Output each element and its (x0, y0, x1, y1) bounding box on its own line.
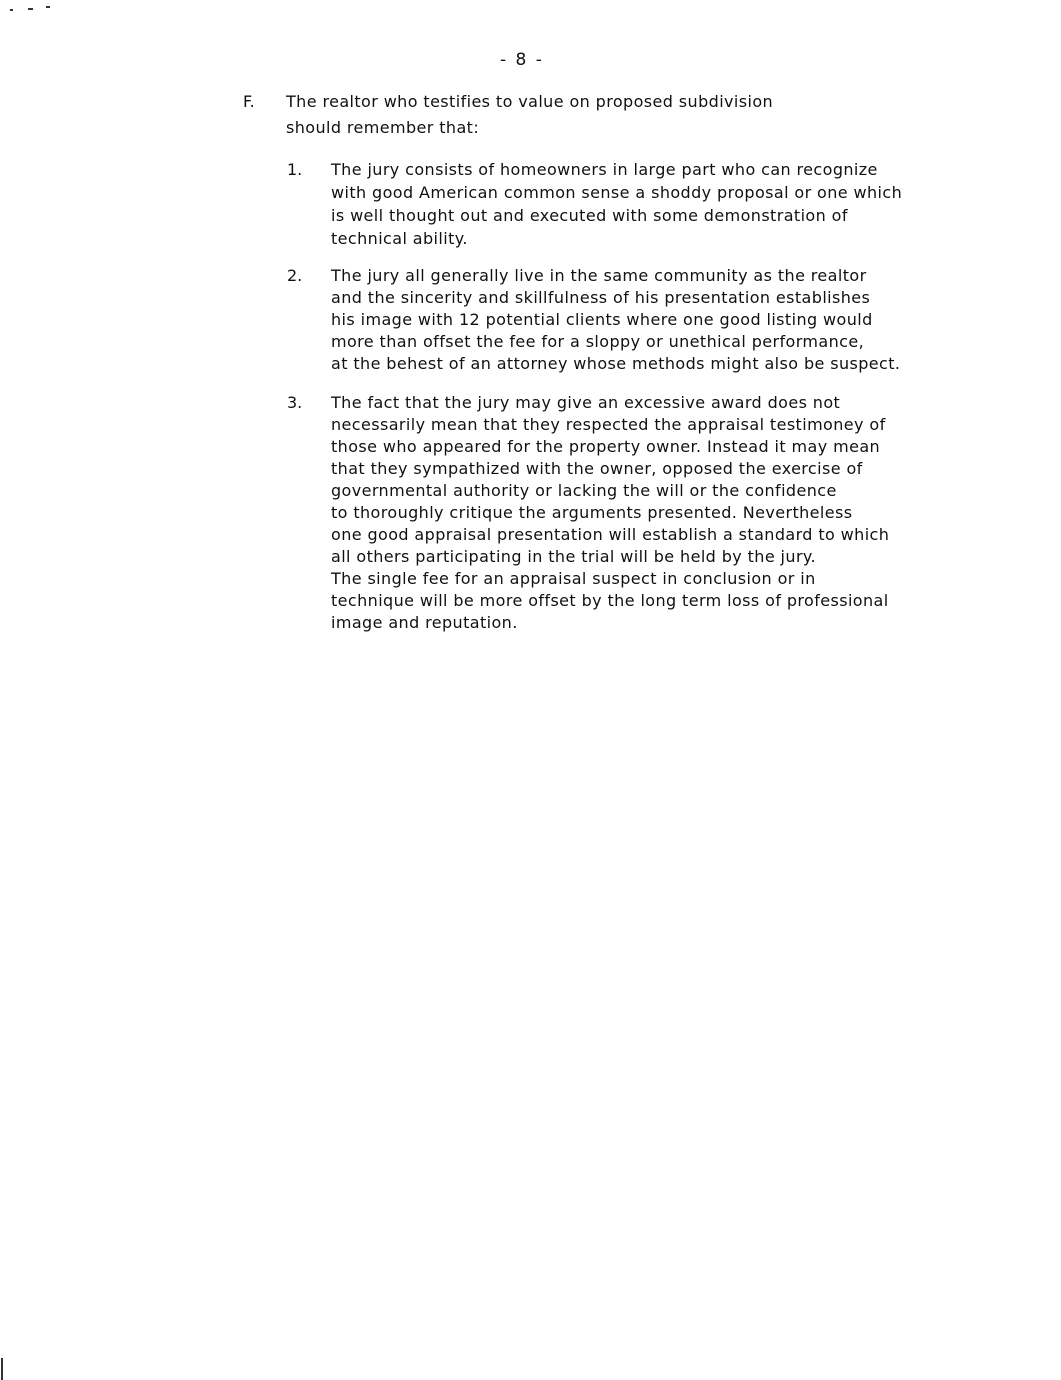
section-text-line: The realtor who testifies to value on proposed subdivision (286, 92, 774, 111)
item-text-line: that they sympathized with the owner, opposed the exercise of (331, 459, 863, 478)
scan-speck (28, 8, 33, 10)
item-text-line: necessarily mean that they respected the appraisal testimoney of (331, 415, 886, 434)
item-text-line: one good appraisal presentation will establish a standard to which (331, 525, 890, 544)
item-text-line: his image with 12 potential clients where one good listing would (331, 310, 873, 329)
item-number: 2. (287, 266, 303, 285)
item-number: 3. (287, 393, 303, 412)
item-text-line: with good American common sense a shoddy proposal or one which (331, 183, 903, 202)
item-text-line: The jury consists of homeowners in large part who can recognize (331, 160, 878, 179)
scan-edge-mark (1, 1358, 3, 1380)
section-text-line: should remember that: (286, 118, 480, 137)
scan-speck (46, 6, 50, 8)
section-label: F. (243, 92, 255, 111)
item-text-line: governmental authority or lacking the will or the confidence (331, 481, 837, 500)
item-number: 1. (287, 160, 303, 179)
item-text-line: The single fee for an appraisal suspect in conclusion or in (331, 569, 816, 588)
item-text-line: at the behest of an attorney whose methods might also be suspect. (331, 354, 901, 373)
item-text-line: The fact that the jury may give an excessive award does not (331, 393, 841, 412)
item-text-line: image and reputation. (331, 613, 518, 632)
scan-speck (10, 9, 13, 11)
item-text-line: those who appeared for the property owner. Instead it may mean (331, 437, 881, 456)
item-text-line: technique will be more offset by the long term loss of professional (331, 591, 889, 610)
item-text-line: more than offset the fee for a sloppy or unethical performance, (331, 332, 865, 351)
item-text-line: The jury all generally live in the same community as the realtor (331, 266, 867, 285)
item-text-line: and the sincerity and skillfulness of his presentation establishes (331, 288, 871, 307)
item-text-line: is well thought out and executed with some demonstration of (331, 206, 848, 225)
page-number: - 8 - (500, 50, 544, 70)
item-text-line: to thoroughly critique the arguments presented. Nevertheless (331, 503, 853, 522)
item-text-line: all others participating in the trial will be held by the jury. (331, 547, 816, 566)
item-text-line: technical ability. (331, 229, 468, 248)
